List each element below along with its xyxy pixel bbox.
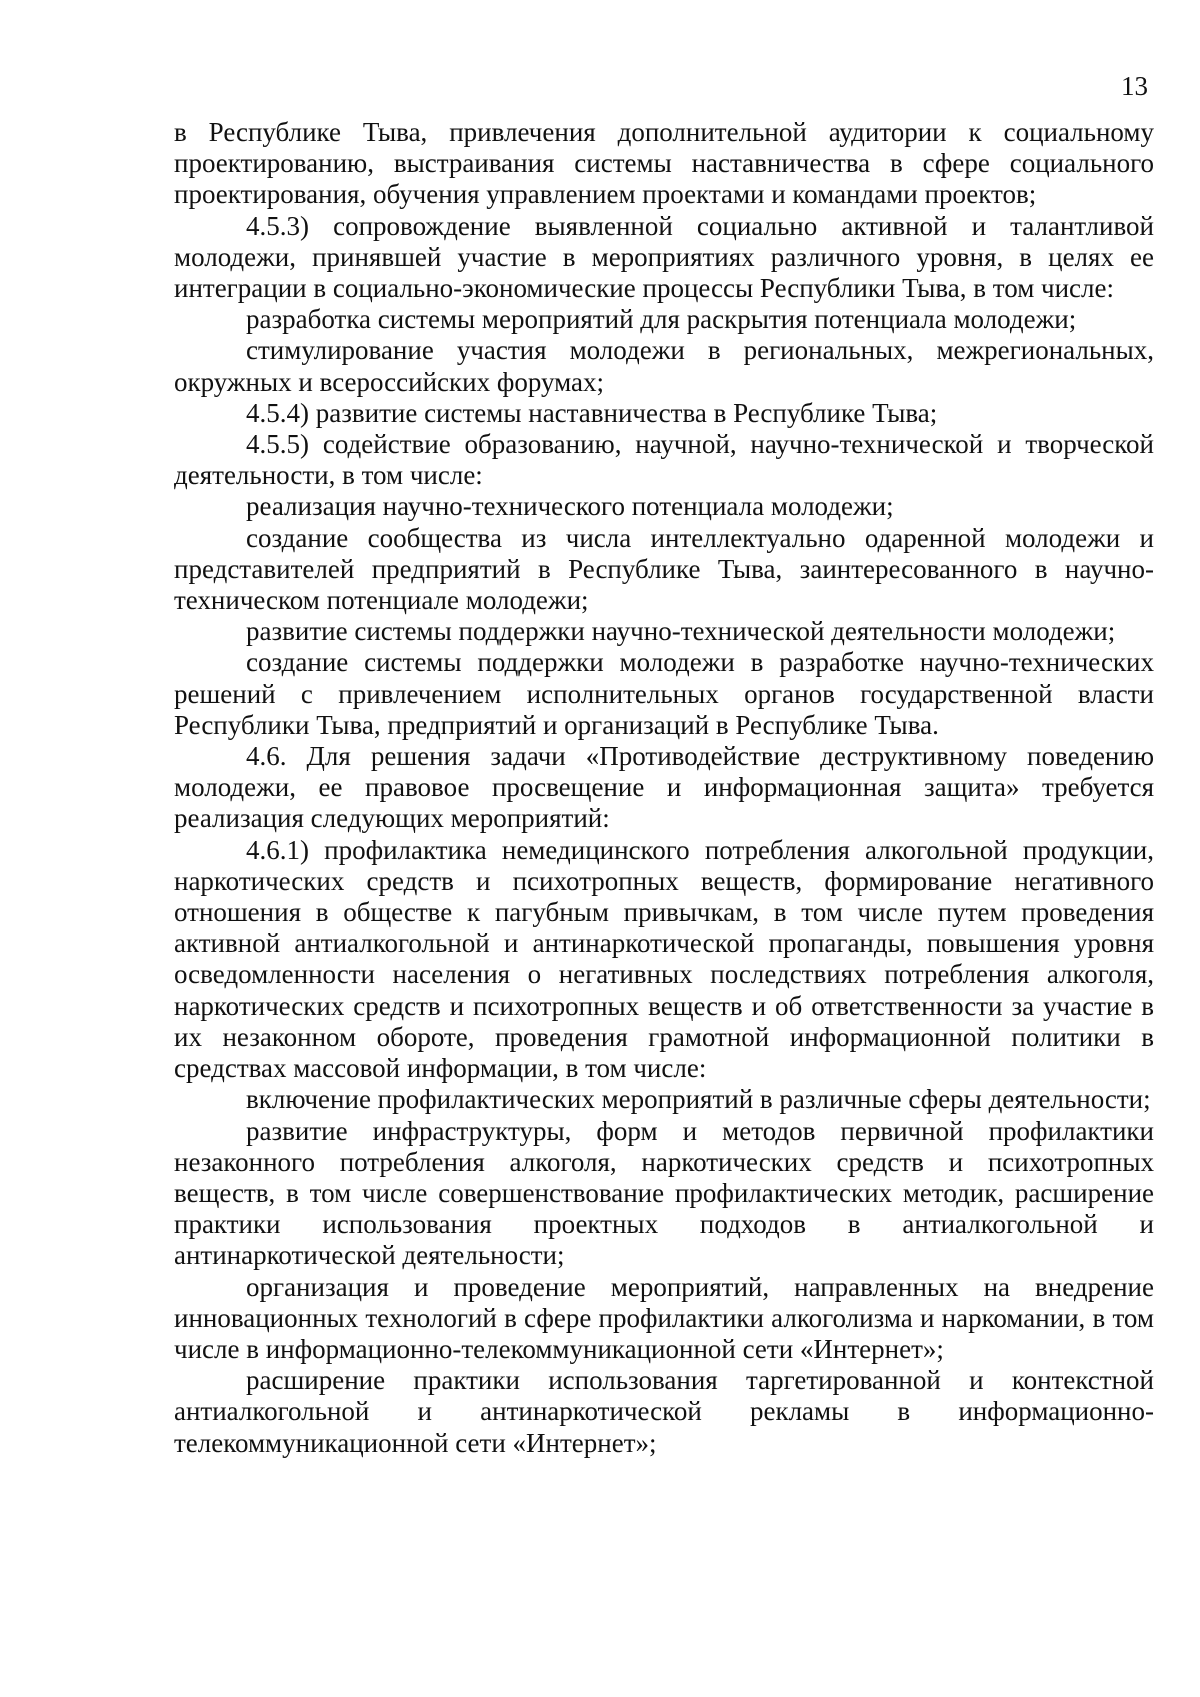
- paragraph: реализация научно-технического потенциала молодежи;: [246, 491, 894, 522]
- paragraph: создание сообщества из числа интеллектуально одаренной молодежи и представителей предприятий в Республике Тыва, заинтересованного в научно-техническом потенциале молодежи;: [174, 522, 1154, 616]
- paragraph: 4.5.4) развитие системы наставничества в Республике Тыва;: [246, 397, 938, 428]
- paragraph: расширение практики использования таргетированной и контекстной антиалкогольной и антинаркотической рекламы в информационно-телекоммуникационной сети «Интернет»;: [174, 1365, 1154, 1458]
- paragraph: организация и проведение мероприятий, направленных на внедрение инновационных технологий в сфере профилактики алкоголизма и наркомании, в том числе в информационно-телекоммуникационной сети «Интернет»;: [174, 1271, 1154, 1364]
- paragraph: стимулирование участия молодежи в региональных, межрегиональных, окружных и всероссийских форумах;: [174, 335, 1154, 397]
- page-number: 13: [1121, 71, 1148, 101]
- paragraph: развитие инфраструктуры, форм и методов первичной профилактики незаконного потребления алкоголя, наркотических средств и психотропных веществ, в том числе совершенствование профилактических методик, расширение практики использования проектных подходов в антиалкогольной и антинаркотической деятельности;: [174, 1115, 1154, 1271]
- paragraph: 4.5.5) содействие образованию, научной, научно-технической и творческой деятельности, в том числе:: [174, 429, 1154, 491]
- paragraph: разработка системы мероприятий для раскрытия потенциала молодежи;: [246, 304, 1077, 335]
- document-body: [174, 117, 1154, 1459]
- paragraph: в Республике Тыва, привлечения дополнительной аудитории к социальному проектированию, выстраивания системы наставничества в сфере социального проектирования, обучения управлением проектами и командами проектов;: [174, 117, 1154, 210]
- paragraph: включение профилактических мероприятий в различные сферы деятельности;: [246, 1084, 1151, 1115]
- paragraph: развитие системы поддержки научно-технической деятельности молодежи;: [246, 616, 1116, 647]
- paragraph: 4.5.3) сопровождение выявленной социально активной и талантливой молодежи, принявшей участие в мероприятиях различного уровня, в целях ее интеграции в социально-экономические процессы Республики Тыва, в том числе:: [174, 210, 1154, 304]
- paragraph: 4.6.1) профилактика немедицинского потребления алкогольной продукции, наркотических средств и психотропных веществ, формирование негативного отношения в обществе к пагубным привычкам, в том числе путем проведения активной антиалкогольной и антинаркотической пропаганды, повышения уровня осведомленности населения о негативных последствиях потребления алкоголя, наркотических средств и психотропных веществ и об ответственности за участие в их незаконном обороте, проведения грамотной информационной политики в средствах массовой информации, в том числе:: [174, 834, 1154, 1084]
- paragraph: создание системы поддержки молодежи в разработке научно-технических решений с привлечением исполнительных органов государственной власти Республики Тыва, предприятий и организаций в Республике Тыва.: [174, 647, 1154, 740]
- paragraph: 4.6. Для решения задачи «Противодействие деструктивному поведению молодежи, ее правовое просвещение и информационная защита» требуется реализация следующих мероприятий:: [174, 741, 1154, 834]
